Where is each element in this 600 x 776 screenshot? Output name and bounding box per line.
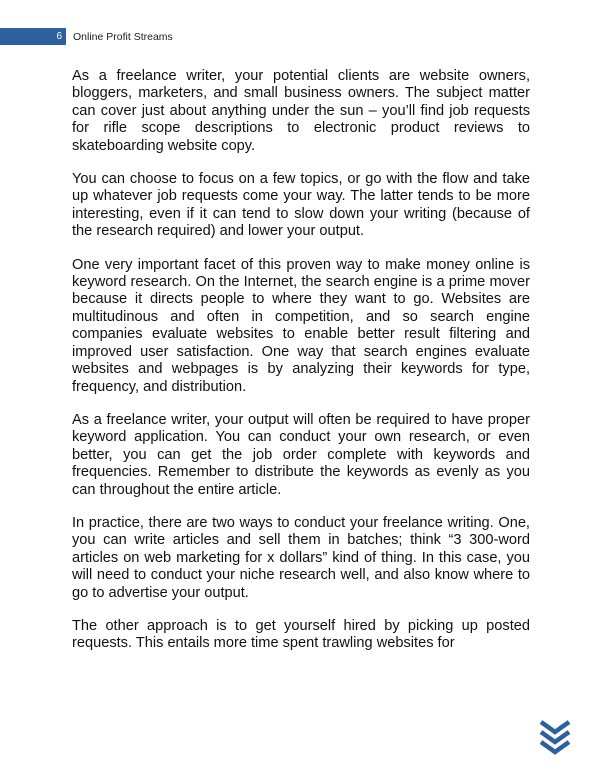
paragraph: The other approach is to get yourself hired by picking up posted requests. This entails more time spent trawling websites for (72, 617, 530, 652)
chevron-double-down-icon[interactable] (538, 718, 572, 756)
paragraph: As a freelance writer, your potential clients are website owners, bloggers, marketers, and small business owners. The subject matter can cover just about anything under the sun – you’ll find job requests for rifle scope descriptions to electronic product reviews to skateboarding website copy. (72, 68, 530, 154)
paragraph: As a freelance writer, your output will often be required to have proper keyword application. You can conduct your own research, or even better, you can get the job order complete with keywords and frequencies. Remember to distribute the keywords as evenly as you can throughout the entire article. (72, 411, 530, 498)
page-number: 6 (56, 31, 62, 42)
paragraph: You can choose to focus on a few topics, or go with the flow and take up whatever job requests come your way. The latter tends to be more interesting, even if it can tend to slow down your writing (because of the research required) and lower your output. (72, 171, 530, 240)
paragraph: One very important facet of this proven way to make money online is keyword research. On the Internet, the search engine is a prime mover because it directs people to where they want to go. Websites are multitudinous and often in competition, and so search engine companies evaluate websites to enable better result filtering and improved user satisfaction. One way that search engines evaluate websites and webpages is by analyzing their keywords for type, frequency, and distribution. (72, 256, 530, 395)
page-number-bar (0, 28, 66, 45)
page-header (0, 28, 173, 45)
header-title: Online Profit Streams (73, 30, 173, 43)
body-text (72, 68, 530, 669)
paragraph: In practice, there are two ways to conduct your freelance writing. One, you can write articles and sell them in batches; think “3 300-word articles on web marketing for x dollars” kind of thing. In this case, you will need to conduct your niche research well, and also know where to go to advertise your output. (72, 514, 530, 601)
